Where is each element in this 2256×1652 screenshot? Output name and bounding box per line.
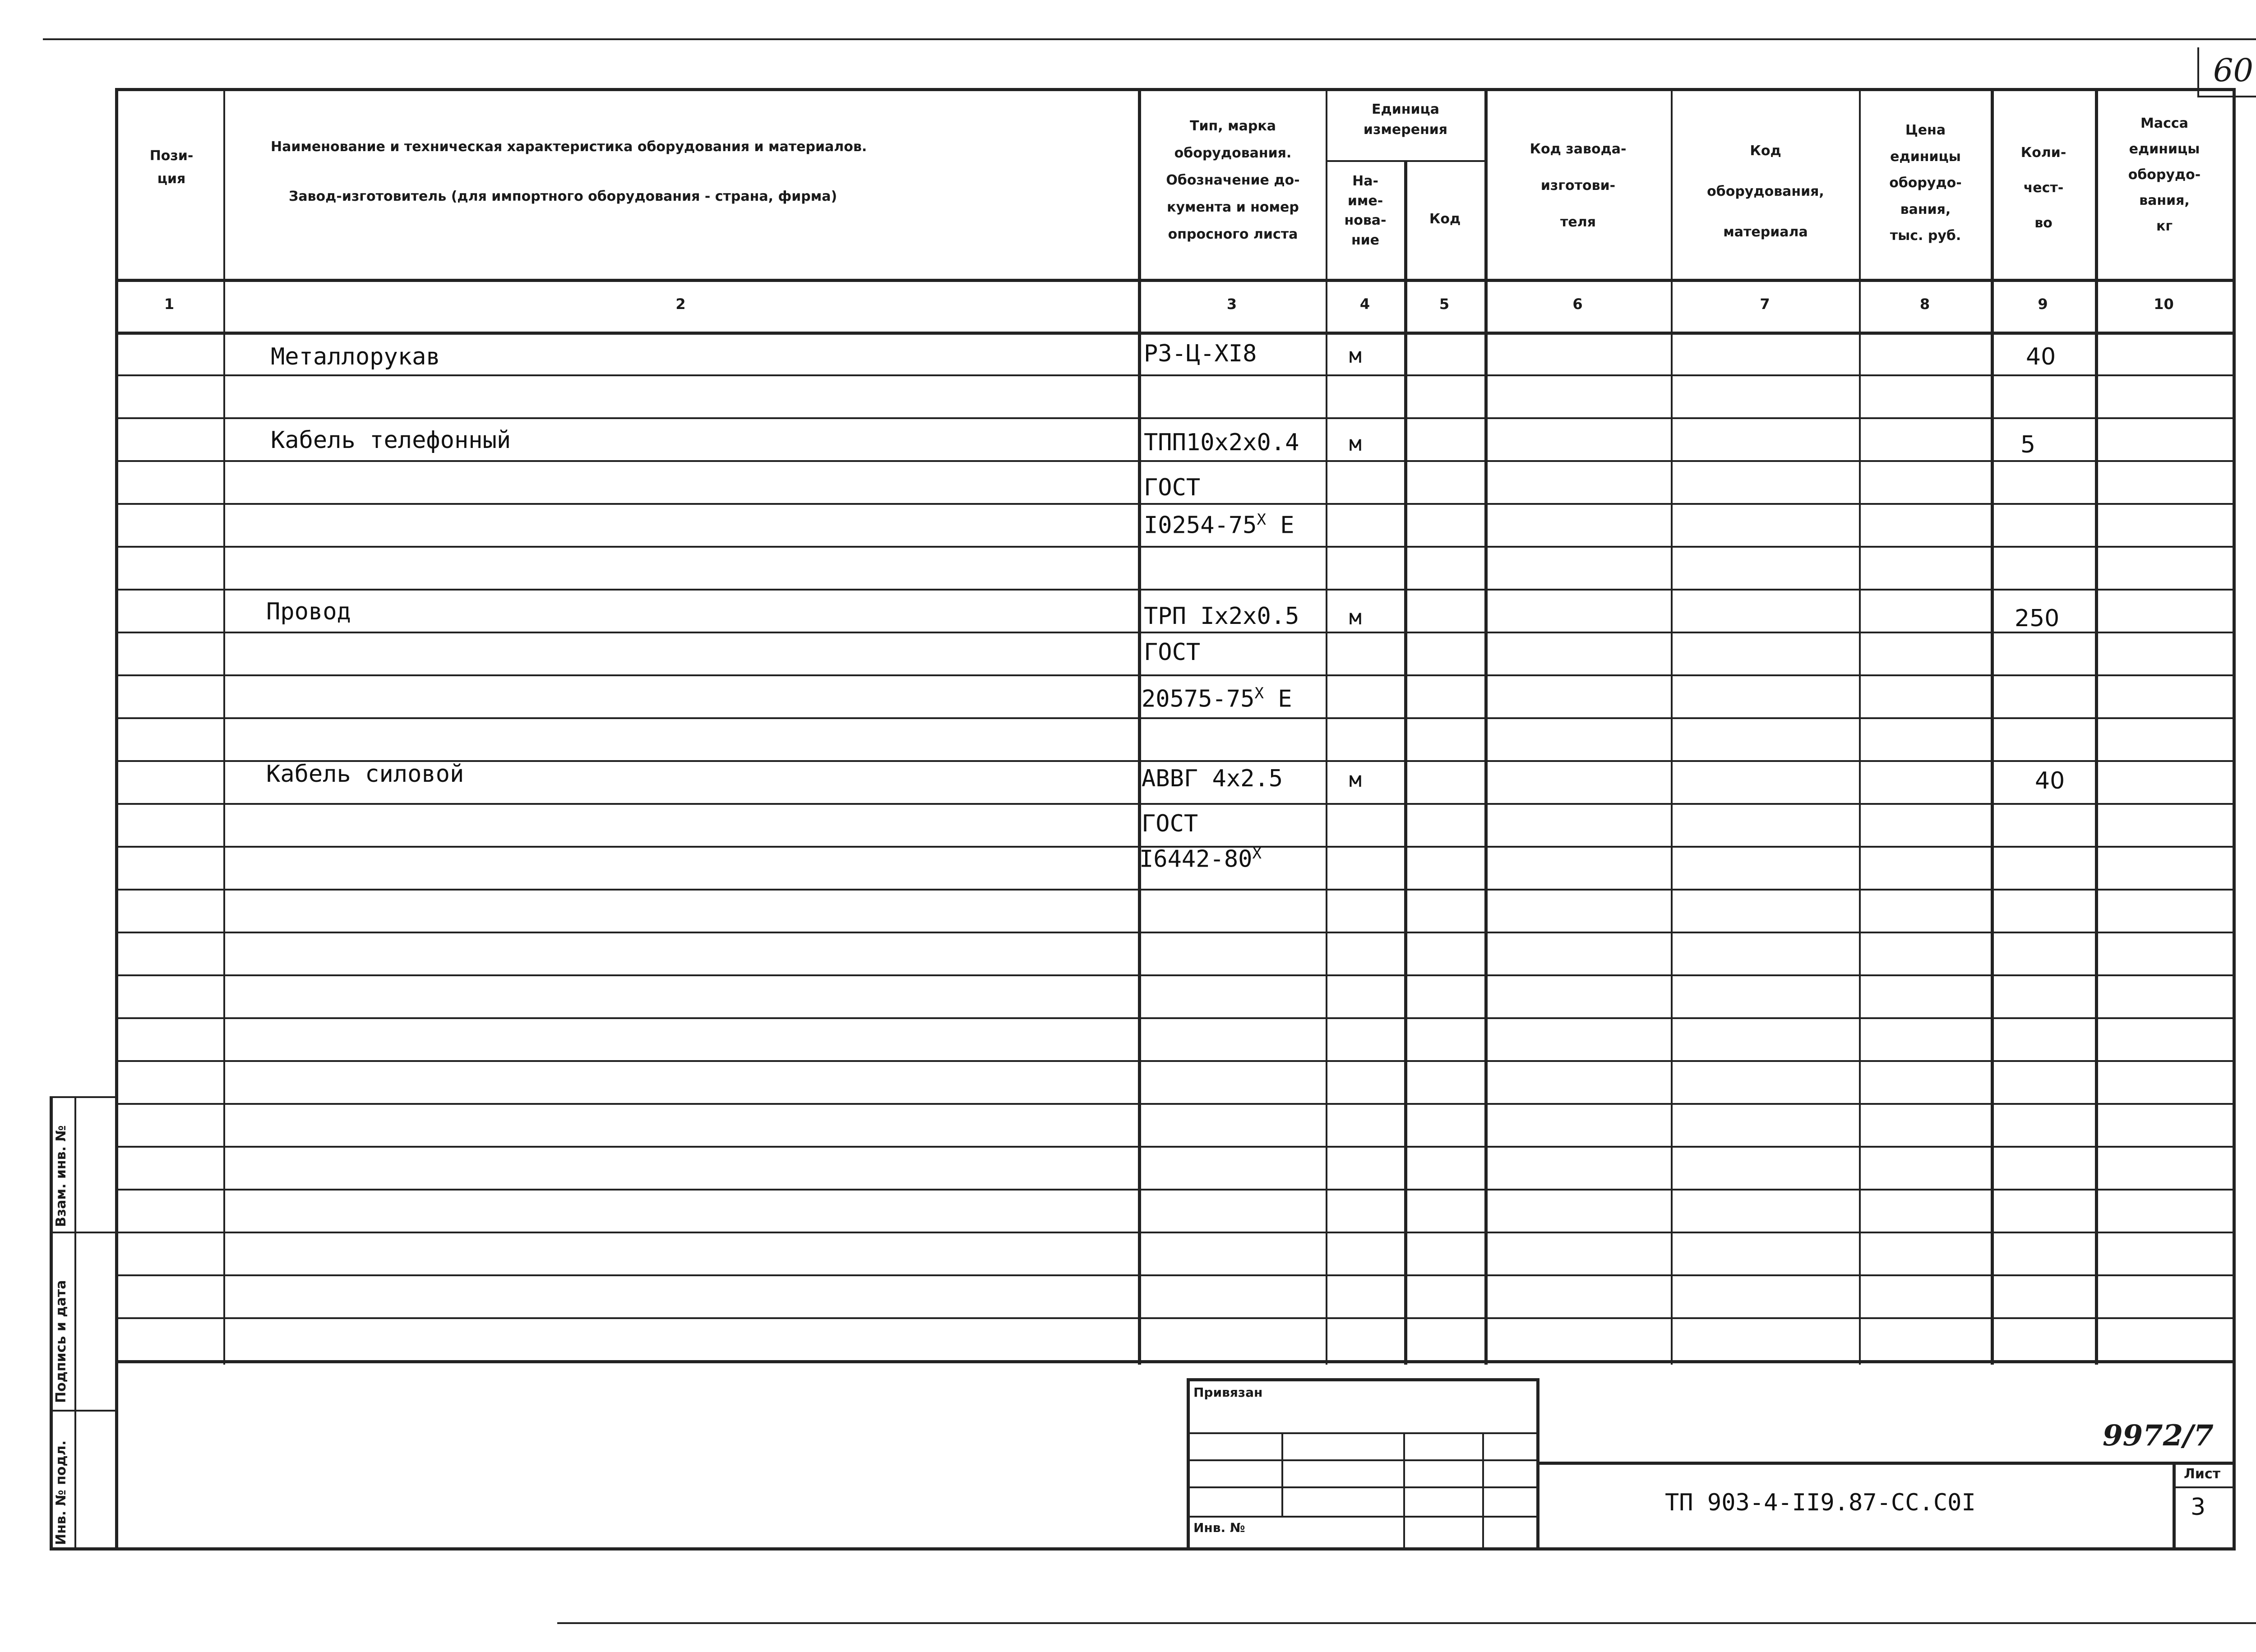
row-line	[115, 1274, 2236, 1276]
sheet-word: Лист	[2184, 1466, 2221, 1482]
row-line	[115, 803, 2236, 805]
row-3-type: ГОСТ	[1144, 474, 1201, 501]
row-9-type: ГОСТ	[1142, 810, 1198, 837]
row-4-type-sup: X	[1257, 511, 1266, 529]
row-2-type: ТПП10x2x0.4	[1144, 429, 1299, 456]
table-right-line	[2233, 88, 2236, 1550]
side-strip-top	[50, 1096, 115, 1098]
header-unit-code: Код	[1429, 211, 1461, 227]
row-5-type: ТРП Ix2x0.5	[1144, 603, 1299, 630]
header-unit-name: На- име- нова- ние	[1344, 173, 1387, 248]
row-line	[115, 417, 2236, 419]
header-name-line1: Наименование и техническая характеристика оборудования и материалов.	[271, 139, 867, 155]
stamp-left-line	[1187, 1378, 1190, 1550]
stamp-col-line	[1482, 1432, 1484, 1547]
row-line	[115, 1060, 2236, 1062]
row-7-type-e: E	[1278, 685, 1292, 713]
stamp-col-line	[1281, 1432, 1283, 1516]
row-2-qty: 5	[2020, 431, 2036, 458]
stamp-inv-label: Инв. №	[1193, 1520, 1245, 1535]
stamp-row-line	[1187, 1459, 1539, 1461]
stamp-row-line	[1187, 1486, 1539, 1488]
row-7-type	[1142, 686, 1292, 711]
row-10-type	[1139, 846, 1262, 871]
handwritten-number: 9972/7	[2103, 1419, 2214, 1453]
row-5-qty: 250	[2015, 605, 2060, 632]
header-type: Тип, марка оборудования. Обозначение до- кумента и номер опросного листа	[1166, 118, 1300, 242]
sheet-number: 3	[2191, 1494, 2206, 1521]
row-1-unit: м	[1349, 343, 1362, 368]
row-line	[115, 974, 2236, 976]
row-8-name: Кабель силовой	[266, 761, 464, 788]
row-line	[115, 1017, 2236, 1019]
row-1-name: Металлорукав	[271, 343, 440, 370]
colnum-8: 8	[1919, 295, 1930, 313]
side-strip-divider	[74, 1096, 76, 1550]
row-5-unit: м	[1349, 605, 1362, 629]
colnum-10: 10	[2154, 295, 2174, 313]
row-2-unit: м	[1349, 431, 1362, 456]
header-position: Пози- ция	[149, 148, 194, 187]
row-line	[115, 546, 2236, 548]
row-1-qty: 40	[2026, 343, 2056, 370]
colnum-9: 9	[2038, 295, 2048, 313]
row-line	[115, 503, 2236, 505]
stamp-top-line	[1187, 1378, 1539, 1381]
row-10-type-sup: X	[1252, 844, 1262, 863]
row-line	[115, 632, 2236, 633]
frame-bottom-line	[50, 1547, 2236, 1550]
table-top-line	[115, 88, 2236, 91]
header-unit-group: Единица измерения	[1363, 102, 1448, 138]
row-7-type-text: 20575-75	[1142, 685, 1255, 713]
header-mass: Масса единицы оборудо- вания, кг	[2128, 115, 2201, 234]
row-line	[115, 1317, 2236, 1319]
sheet-label: 60	[2213, 52, 2254, 89]
stamp-row-line	[1187, 1516, 1539, 1518]
colnum-4: 4	[1359, 295, 1370, 313]
colnum-bottom-line	[115, 332, 2236, 335]
bottom-border	[557, 1622, 2256, 1624]
row-2-name: Кабель телефонный	[271, 427, 511, 454]
side-label-sign-date: Подпись и дата	[53, 1280, 69, 1403]
table-body-bottom	[115, 1360, 2236, 1363]
row-line	[115, 932, 2236, 933]
row-8-unit: м	[1349, 767, 1362, 792]
side-strip-sep-2	[50, 1410, 115, 1412]
row-7-type-sup: X	[1254, 684, 1264, 702]
side-label-inv-vzam: Взам. инв. №	[53, 1125, 69, 1227]
row-line	[115, 674, 2236, 676]
row-line	[115, 1103, 2236, 1105]
row-line	[115, 460, 2236, 462]
colnum-1: 1	[164, 295, 175, 313]
colnum-6: 6	[1572, 295, 1583, 313]
row-line	[115, 889, 2236, 891]
top-border	[43, 38, 2256, 40]
header-unit-price: Цена единицы оборудо- вания, тыс. руб.	[1889, 122, 1962, 244]
colnum-2: 2	[675, 295, 686, 313]
side-strip-left	[50, 1096, 53, 1550]
doc-code: ТП 903-4-II9.87-СС.С0I	[1665, 1489, 1976, 1516]
row-line	[115, 589, 2236, 591]
header-quantity: Коли- чест- во	[2020, 145, 2066, 231]
row-line	[115, 717, 2236, 719]
row-4-type	[1144, 512, 1294, 537]
sheet-box-divider	[2173, 1486, 2233, 1488]
colnum-3: 3	[1226, 295, 1237, 313]
side-label-inv-podl: Инв. № подл.	[53, 1440, 69, 1545]
header-factory-code: Код завода- изготови- теля	[1530, 141, 1627, 230]
colnum-5: 5	[1439, 295, 1450, 313]
stamp-bound-label: Привязан	[1193, 1385, 1263, 1400]
row-line	[115, 1232, 2236, 1233]
header-bottom-line	[115, 279, 2236, 282]
row-line	[115, 1146, 2236, 1148]
row-5-name: Провод	[266, 598, 351, 625]
header-name-line2: Завод-изготовитель (для импортного оборудования - страна, фирма)	[289, 189, 837, 204]
row-8-qty: 40	[2035, 767, 2065, 794]
stamp-row-line	[1187, 1432, 1539, 1434]
side-strip-sep-1	[50, 1232, 115, 1233]
row-line	[115, 1189, 2236, 1191]
row-8-type: АВВГ 4x2.5	[1142, 765, 1283, 792]
row-10-type-text: I6442-80	[1139, 845, 1253, 873]
row-line	[115, 374, 2236, 376]
colnum-7: 7	[1760, 295, 1770, 313]
unit-group-line	[1326, 160, 1484, 162]
row-4-type-e: E	[1280, 512, 1294, 539]
sheet-box-left-line	[2173, 1462, 2176, 1550]
row-1-type: РЗ-Ц-ХI8	[1144, 340, 1257, 367]
doc-code-top-line	[1536, 1462, 2233, 1465]
stamp-col-line	[1403, 1432, 1405, 1547]
row-6-type: ГОСТ	[1144, 639, 1201, 666]
col-sep-4	[1404, 160, 1407, 1365]
header-equipment-code: Код оборудования, материала	[1707, 143, 1824, 240]
sheet-label-box-bottom	[2197, 96, 2256, 97]
row-4-type-text: I0254-75	[1144, 512, 1257, 539]
